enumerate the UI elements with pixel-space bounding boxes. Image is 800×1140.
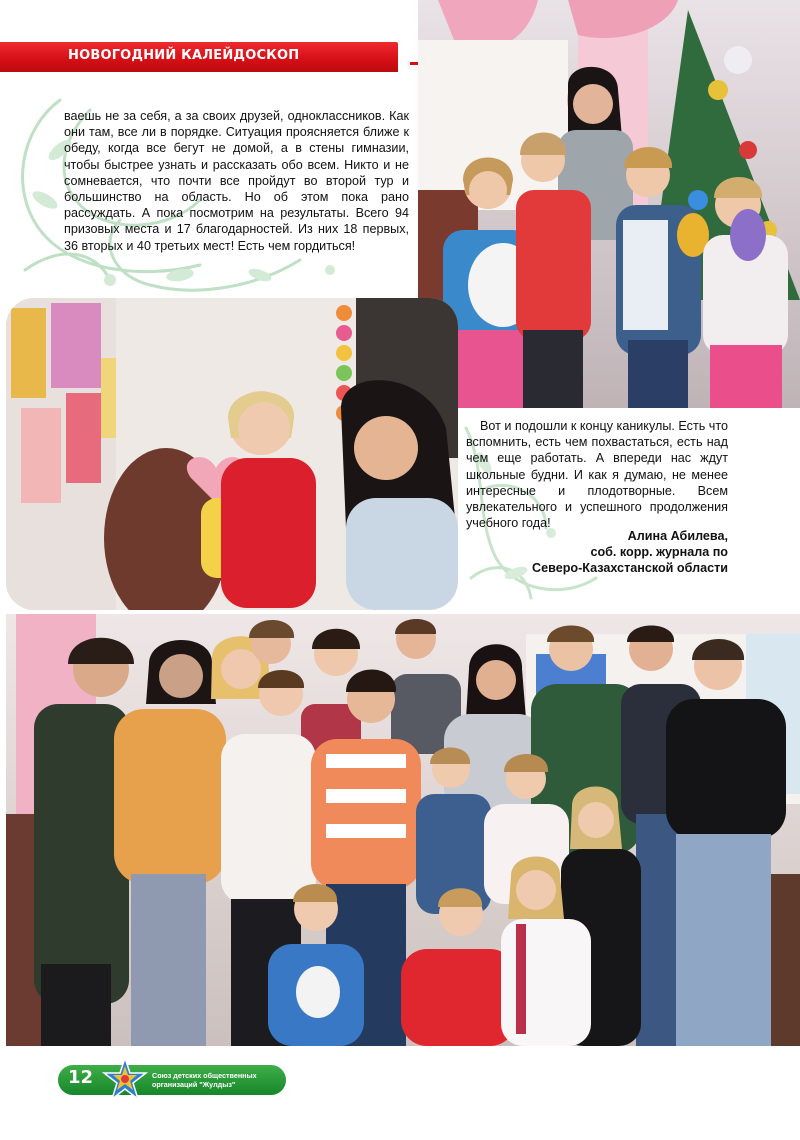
star-logo-icon xyxy=(102,1056,148,1102)
author-signature xyxy=(470,528,728,576)
article-text-continuation: ваешь не за себя, а за своих друзей, одноклассников. Как они там, все ли в порядке. Ситуация проясняется ближе к обеду, когда все бегут не домой, а в стены гимназии, чтобы быстрее узнать и рассказать обо всем. Никто и не сомневается, что почти все пройдут во второй тур и большинство на область. Но об этом пока рано рассуждать. А пока посмотрим на результаты. Всего 94 призовых места и 17 благодарностей. Из них 18 первых, 36 вторых и 40 третьих мест! Есть чем гордиться! xyxy=(64,109,409,253)
footer-organization-name: Союз детских общественных организаций "Жулдыз" xyxy=(152,1071,257,1089)
author-name: Алина Абилева, xyxy=(627,529,728,543)
author-role: соб. корр. журнала по xyxy=(590,545,728,559)
section-title: НОВОГОДНИЙ КАЛЕЙДОСКОП xyxy=(68,48,300,63)
photo-girls-with-crafts xyxy=(6,298,458,610)
photo-group-children-and-adults xyxy=(6,614,800,1046)
photo-children-christmas-tree xyxy=(418,0,800,408)
page-number: 12 xyxy=(68,1067,94,1088)
article-closing-paragraph: Вот и подошли к концу каникулы. Есть что вспомнить, есть чем похвастаться, есть над чем еще работать. А впереди нас ждут школьные будни. И как я думаю, не менее интересные и плодотворные. Всем увлекательного и успешного продолжения учебного года! xyxy=(466,419,728,531)
author-region: Северо-Казахстанской области xyxy=(532,561,728,575)
